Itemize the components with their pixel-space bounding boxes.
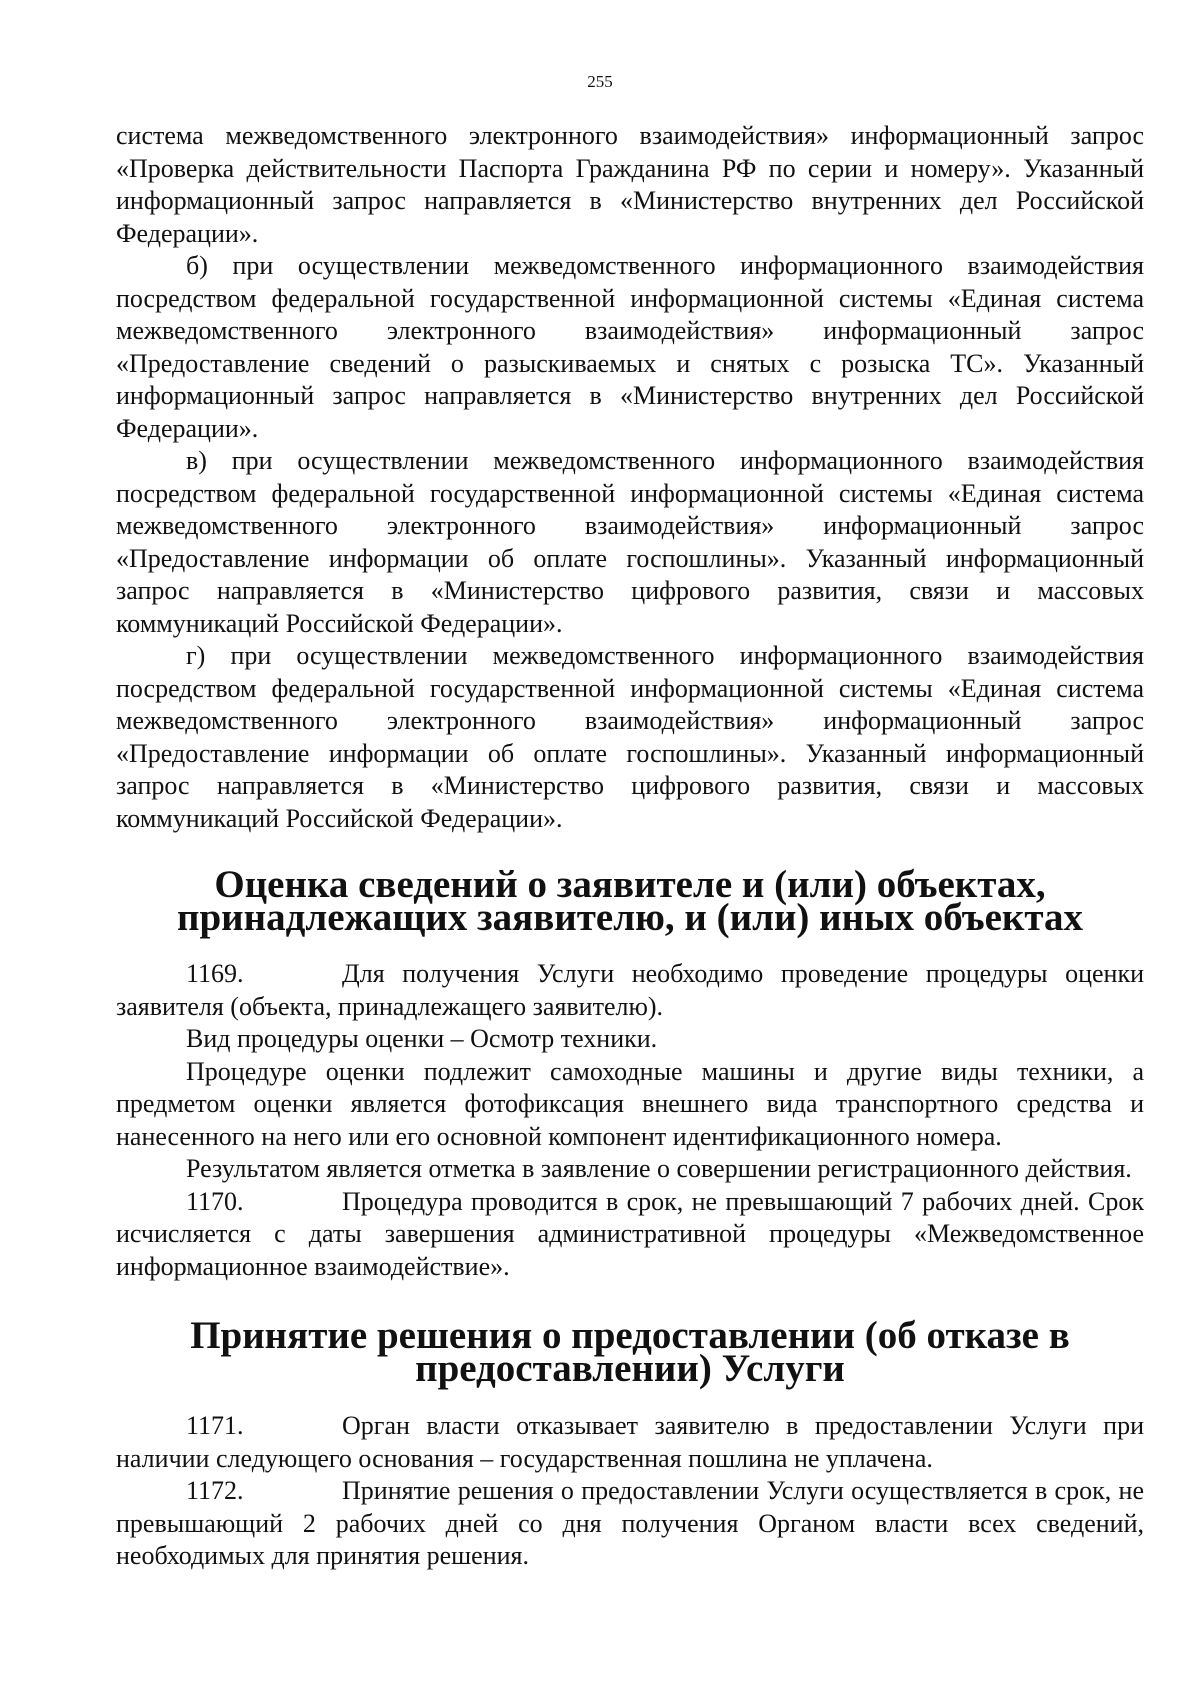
paragraph-assessment-result: Результатом является отметка в заявление о совершении регистрационного действия. [186,1154,1132,1183]
section-heading-assessment: Оценка сведений о заявителе и (или) объектах, принадлежащих заявителю, и (или) иных объектах [177,863,1083,939]
paragraph-item-v: в) при осуществлении межведомственного информационного взаимодействия посредством федеральной государственной информационной системы «Единая система межведомственного электронного взаимодействия» информационный запрос «Предоставление информации об оплате госпошлины». Указанный информационный запрос направляется в «Министерство цифрового развития, связи и массовых коммуникаций Российской Федерации». [116,446,1144,638]
document-body [116,120,1144,1573]
clause-number: 1170. [186,1186,244,1216]
clause-number: 1172. [186,1476,244,1505]
clause-1171 [116,1410,1144,1475]
paragraph-assessment-subject: Процедуре оценки подлежит самоходные машины и другие виды техники, а предметом оценки является фотофиксация внешнего вида транспортного средства и нанесенного на него или его основной компонент идентификационного номера. [116,1056,1144,1151]
paragraph-item-g: г) при осуществлении межведомственного информационного взаимодействия посредством федеральной государственной информационной системы «Единая система межведомственного электронного взаимодействия» информационный запрос «Предоставление информации об оплате госпошлины». Указанный информационный запрос направляется в «Министерство цифрового развития, связи и массовых коммуникаций Российской Федерации». [116,641,1144,833]
clause-1170 [116,1186,1144,1284]
clause-number: 1171. [186,1411,244,1440]
paragraph-assessment-type: Вид процедуры оценки – Осмотр техники. [186,1024,658,1053]
page-number: 255 [587,72,613,91]
section-heading-decision: Принятие решения о предоставлении (об отказе в предоставлении) Услуги [190,1314,1070,1390]
paragraph-continuation: система межведомственного электронного взаимодействия» информационный запрос «Проверка действительности Паспорта Гражданина РФ по серии и номеру». Указанный информационный запрос направляется в «Министерство внутренних дел Российской Федерации». [116,121,1144,248]
clause-text: Орган власти отказывает заявителю в предоставлении Услуги при наличии следующего основания – государственная пошлина не уплачена. [116,1411,1144,1473]
clause-text: Принятие решения о предоставлении Услуги осуществляется в срок, не превышающий 2 рабочих дней со дня получения Органом власти всех сведений, необходимых для принятия решения. [116,1476,1144,1570]
paragraph-item-b: б) при осуществлении межведомственного информационного взаимодействия посредством федеральной государственной информационной системы «Единая система межведомственного электронного взаимодействия» информационный запрос «Предоставление сведений о разыскиваемых и снятых с розыска ТС». Указанный информационный запрос направляется в «Министерство внутренних дел Российской Федерации». [116,251,1144,443]
clause-1172 [116,1475,1144,1573]
clause-text: Процедура проводится в срок, не превышающий 7 рабочих дней. Срок исчисляется с даты завершения административной процедуры «Межведомственное информационное взаимодействие». [116,1186,1144,1281]
clause-1169 [116,958,1144,1023]
clause-text: Для получения Услуги необходимо проведение процедуры оценки заявителя (объекта, принадлежащего заявителю). [116,959,1144,1021]
clause-number: 1169. [186,959,244,988]
